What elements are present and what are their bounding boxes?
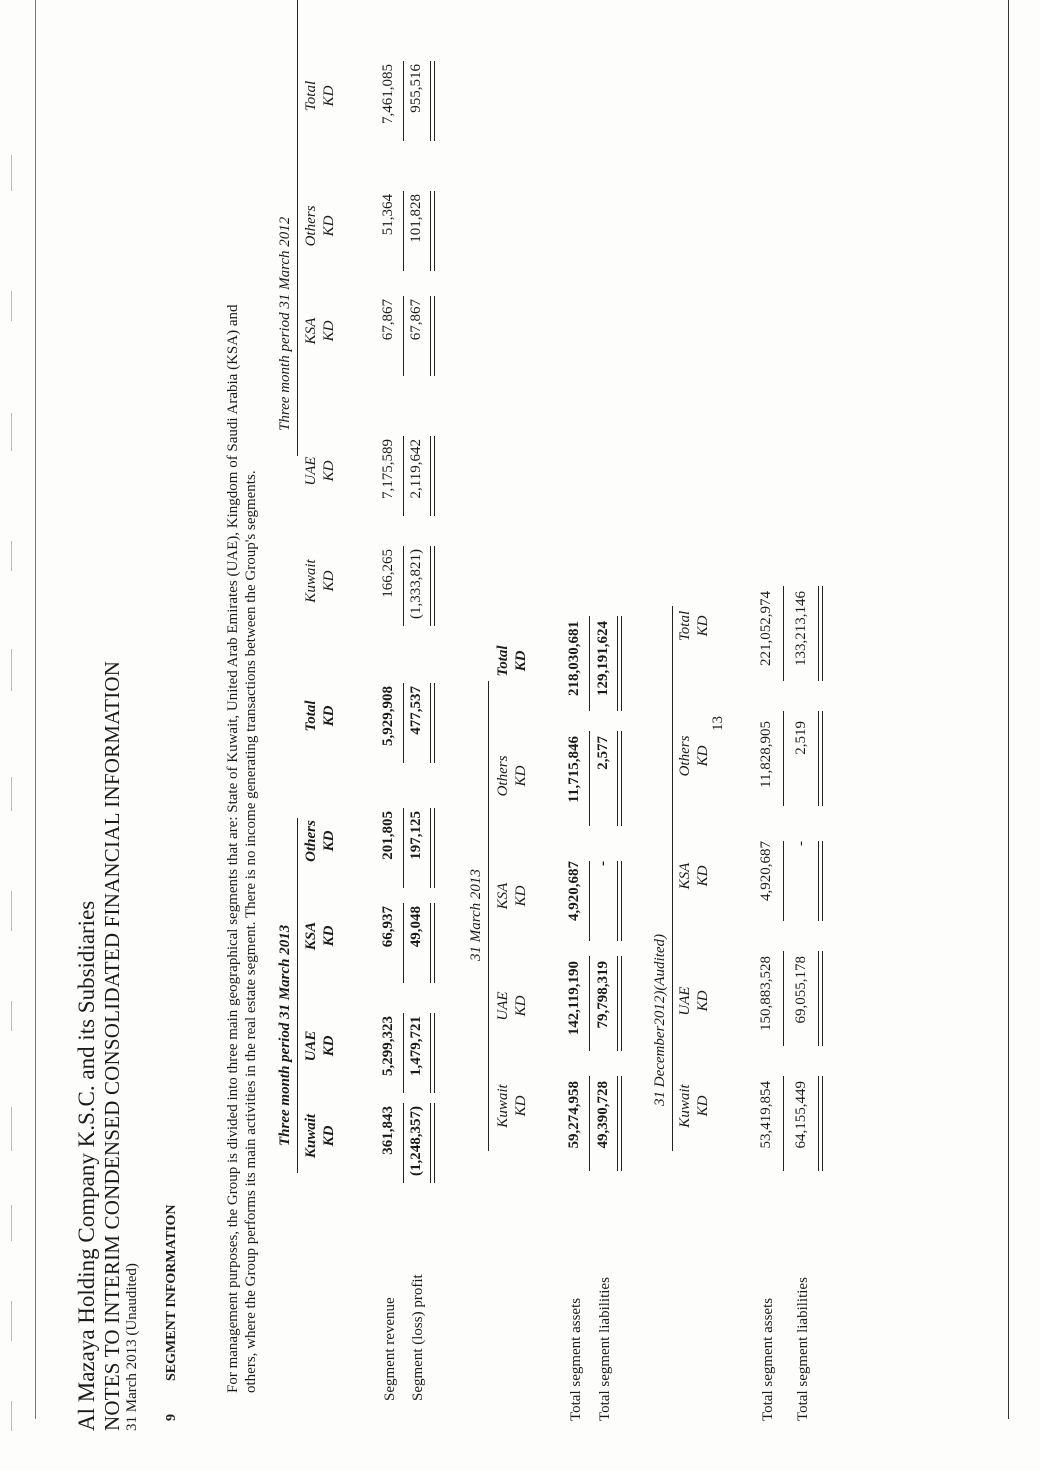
page-number: 13 xyxy=(710,716,726,731)
rule xyxy=(403,1103,404,1183)
rule xyxy=(403,546,404,626)
period-2013-title: Three month period 31 March 2013 xyxy=(277,924,293,1146)
section-title: SEGMENT INFORMATION xyxy=(164,1204,179,1381)
double-rule xyxy=(430,1103,435,1183)
rule xyxy=(589,861,590,941)
cell: 150,883,528 xyxy=(758,956,774,1031)
rule xyxy=(589,956,590,1051)
rule xyxy=(403,683,404,763)
cell: 5,299,323 xyxy=(380,1016,396,1076)
cell: 49,390,728 xyxy=(595,1081,611,1149)
double-rule xyxy=(818,1076,823,1171)
table2-rule xyxy=(488,681,489,1151)
double-rule xyxy=(617,861,622,941)
cell: 59,274,958 xyxy=(566,1081,582,1149)
col-header: KSA KD xyxy=(303,921,337,951)
cell: 1,479,721 xyxy=(408,1016,424,1076)
double-rule xyxy=(430,1013,435,1093)
double-rule xyxy=(430,546,435,626)
scan-artifact-marks xyxy=(3,11,25,1451)
cell: 11,715,846 xyxy=(566,736,582,803)
cell: 477,537 xyxy=(408,686,424,735)
col-header: Kuwait KD xyxy=(495,1084,529,1128)
col-header: UAE KD xyxy=(303,1030,337,1062)
cell: 2,119,642 xyxy=(408,439,424,499)
page-bottom-rule xyxy=(1008,0,1009,1419)
row-label: Segment revenue xyxy=(382,1297,398,1401)
col-header: UAE KD xyxy=(495,991,529,1021)
page-top-rule xyxy=(35,0,36,1419)
cell: 51,364 xyxy=(380,194,396,236)
row-label: Total segment assets xyxy=(760,1297,776,1421)
cell: 67,867 xyxy=(380,299,396,341)
cell: 129,191,624 xyxy=(595,621,611,696)
cell: - xyxy=(595,861,611,866)
rule xyxy=(783,586,784,681)
double-rule xyxy=(617,616,622,711)
rule xyxy=(403,436,404,516)
col-header: Others KD xyxy=(303,205,337,247)
rule xyxy=(783,951,784,1046)
cell: 53,419,854 xyxy=(758,1081,774,1149)
rule xyxy=(403,296,404,376)
cell: 7,461,085 xyxy=(380,64,396,124)
cell: 955,516 xyxy=(408,64,424,113)
rule xyxy=(403,903,404,983)
double-rule xyxy=(818,951,823,1046)
cell: 197,125 xyxy=(408,811,424,860)
table3-rule xyxy=(672,606,673,1151)
section-intro xyxy=(224,213,260,1393)
row-label: Segment (loss) profit xyxy=(410,1274,426,1401)
rule xyxy=(403,808,404,888)
col-header: Kuwait KD xyxy=(303,1113,337,1159)
period-2012-title: Three month period 31 March 2012 xyxy=(277,216,293,431)
col-header: UAE KD xyxy=(677,986,711,1016)
col-header: Kuwait KD xyxy=(303,559,337,603)
intro-line-2: others, where the Group performs its main activities in the real estate segment. There is no income generating transactions between the Group's segments. xyxy=(243,470,259,1393)
double-rule xyxy=(617,1076,622,1171)
cell: 69,055,178 xyxy=(793,956,809,1024)
cell: 142,119,190 xyxy=(566,961,582,1036)
cell: 201,805 xyxy=(380,811,396,860)
rule xyxy=(589,731,590,826)
cell: 221,052,974 xyxy=(758,591,774,666)
report-date: 31 March 2013 (Unaudited) xyxy=(124,1263,140,1431)
double-rule xyxy=(430,808,435,888)
rule xyxy=(783,841,784,921)
notes-title: NOTES TO INTERIM CONDENSED CONSOLIDATED FINANCIAL INFORMATION xyxy=(100,660,124,1431)
col-header: Total KD xyxy=(303,80,337,112)
company-name: Al Mazaya Holding Company K.S.C. and its Subsidiaries xyxy=(74,900,99,1431)
col-header: Total KD xyxy=(495,645,529,677)
cell: 49,048 xyxy=(408,906,424,948)
cell: 101,828 xyxy=(408,194,424,243)
row-label: Total segment liabilities xyxy=(597,1277,613,1421)
table2-title: 31 March 2013 xyxy=(468,869,484,961)
double-rule xyxy=(430,61,435,141)
intro-line-1: For management purposes, the Group is divided into three main geographical segments that are: State of Kuwait, United Arab Emirates (UAE), Kingdom of Saudi Arabia (KSA) and xyxy=(225,304,241,1393)
double-rule xyxy=(430,436,435,516)
col-header: Others KD xyxy=(677,735,711,777)
cell: 79,798,319 xyxy=(595,961,611,1029)
period-2012-rule xyxy=(297,0,298,456)
cell: 67,867 xyxy=(408,299,424,341)
cell: (1,248,357) xyxy=(408,1106,424,1176)
cell: 4,920,687 xyxy=(566,861,582,921)
row-label: Total segment assets xyxy=(568,1297,584,1421)
double-rule xyxy=(617,956,622,1051)
col-header: KSA KD xyxy=(495,882,529,910)
col-header: Others KD xyxy=(495,755,529,797)
col-header: Others KD xyxy=(303,820,337,862)
rule xyxy=(403,61,404,141)
cell: 133,213,146 xyxy=(793,591,809,666)
double-rule xyxy=(818,841,823,921)
section-number: 9 xyxy=(164,1414,179,1421)
rule xyxy=(589,616,590,711)
rule xyxy=(589,1076,590,1171)
col-header: Total KD xyxy=(677,610,711,642)
double-rule xyxy=(430,191,435,271)
cell: 361,843 xyxy=(380,1106,396,1155)
col-header: UAE KD xyxy=(303,456,337,486)
cell: 66,937 xyxy=(380,906,396,948)
col-header: Kuwait KD xyxy=(677,1084,711,1128)
cell: (1,333,821) xyxy=(408,549,424,619)
cell: 7,175,589 xyxy=(380,439,396,499)
rule xyxy=(783,1076,784,1171)
period-2013-rule xyxy=(297,818,298,1173)
double-rule xyxy=(617,731,622,826)
col-header: Total KD xyxy=(303,700,337,732)
cell: 4,920,687 xyxy=(758,841,774,901)
double-rule xyxy=(430,296,435,376)
double-rule xyxy=(818,586,823,681)
rule xyxy=(403,1013,404,1093)
cell: 166,265 xyxy=(380,549,396,598)
row-label: Total segment liabilities xyxy=(795,1277,811,1421)
cell: 5,929,908 xyxy=(380,686,396,746)
rule xyxy=(783,711,784,806)
cell: 11,828,905 xyxy=(758,721,774,788)
col-header: KSA KD xyxy=(677,862,711,890)
table3-title: 31 December2012)(Audited) xyxy=(652,933,668,1106)
cell: 218,030,681 xyxy=(566,621,582,696)
double-rule xyxy=(818,711,823,806)
rule xyxy=(403,191,404,271)
double-rule xyxy=(430,683,435,763)
cell: - xyxy=(793,841,809,846)
double-rule xyxy=(430,903,435,983)
cell: 64,155,449 xyxy=(793,1081,809,1149)
cell: 2,519 xyxy=(793,721,809,755)
col-header: KSA KD xyxy=(303,317,337,345)
cell: 2,577 xyxy=(595,736,611,770)
